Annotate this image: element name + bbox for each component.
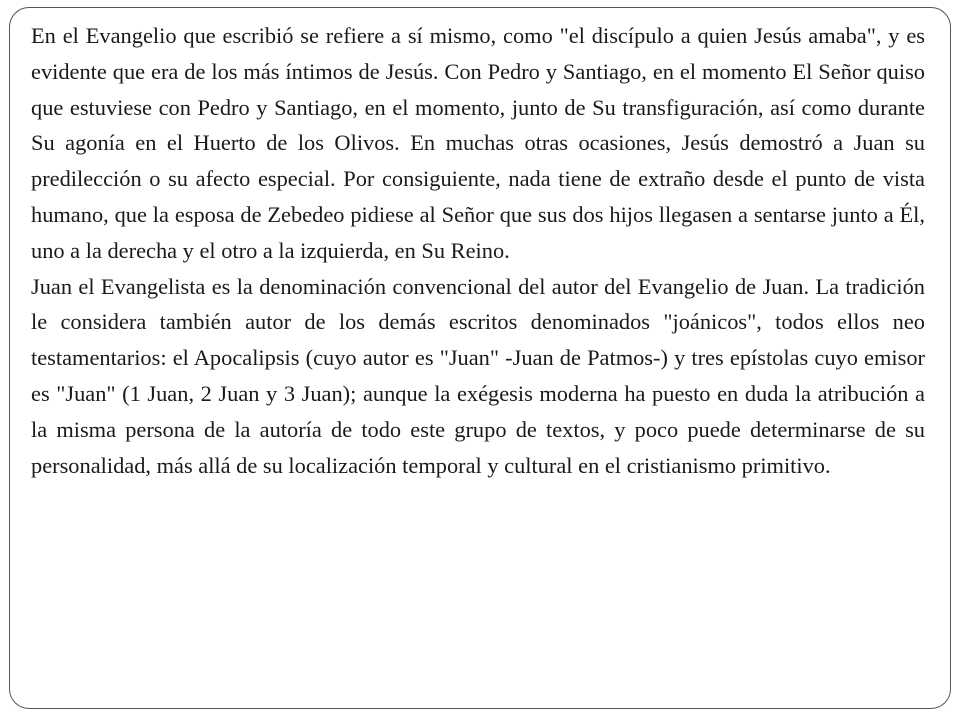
text-body — [31, 18, 925, 483]
paragraph-evangelio: En el Evangelio que escribió se refiere a sí mismo, como "el discípulo a quien Jesús amaba", y es evidente que era de los más íntimos de Jesús. Con Pedro y Santiago, en el momento El Señor quiso que estuviese con Pedro y Santiago, en el momento, junto de Su transfiguración, así como durante Su agonía en el Huerto de los Olivos. En muchas otras ocasiones, Jesús demostró a Juan su predilección o su afecto especial. Por consiguiente, nada tiene de extraño desde el punto de vista humano, que la esposa de Zebedeo pidiese al Señor que sus dos hijos llegasen a sentarse junto a Él, uno a la derecha y el otro a la izquierda, en Su Reino. — [31, 23, 925, 263]
paragraph-juan-evangelista: Juan el Evangelista es la denominación convencional del autor del Evangelio de Juan. La tradición le considera también autor de los demás escritos denominados "joánicos", todos ellos neo testamentarios: el Apocalipsis (cuyo autor es "Juan" -Juan de Patmos-) y tres epístolas cuyo emisor es "Juan" (1 Juan, 2 Juan y 3 Juan); aunque la exégesis moderna ha puesto en duda la atribución a la misma persona de la autoría de todo este grupo de textos, y poco puede determinarse de su personalidad, más allá de su localización temporal y cultural en el cristianismo primitivo. — [31, 273, 925, 478]
